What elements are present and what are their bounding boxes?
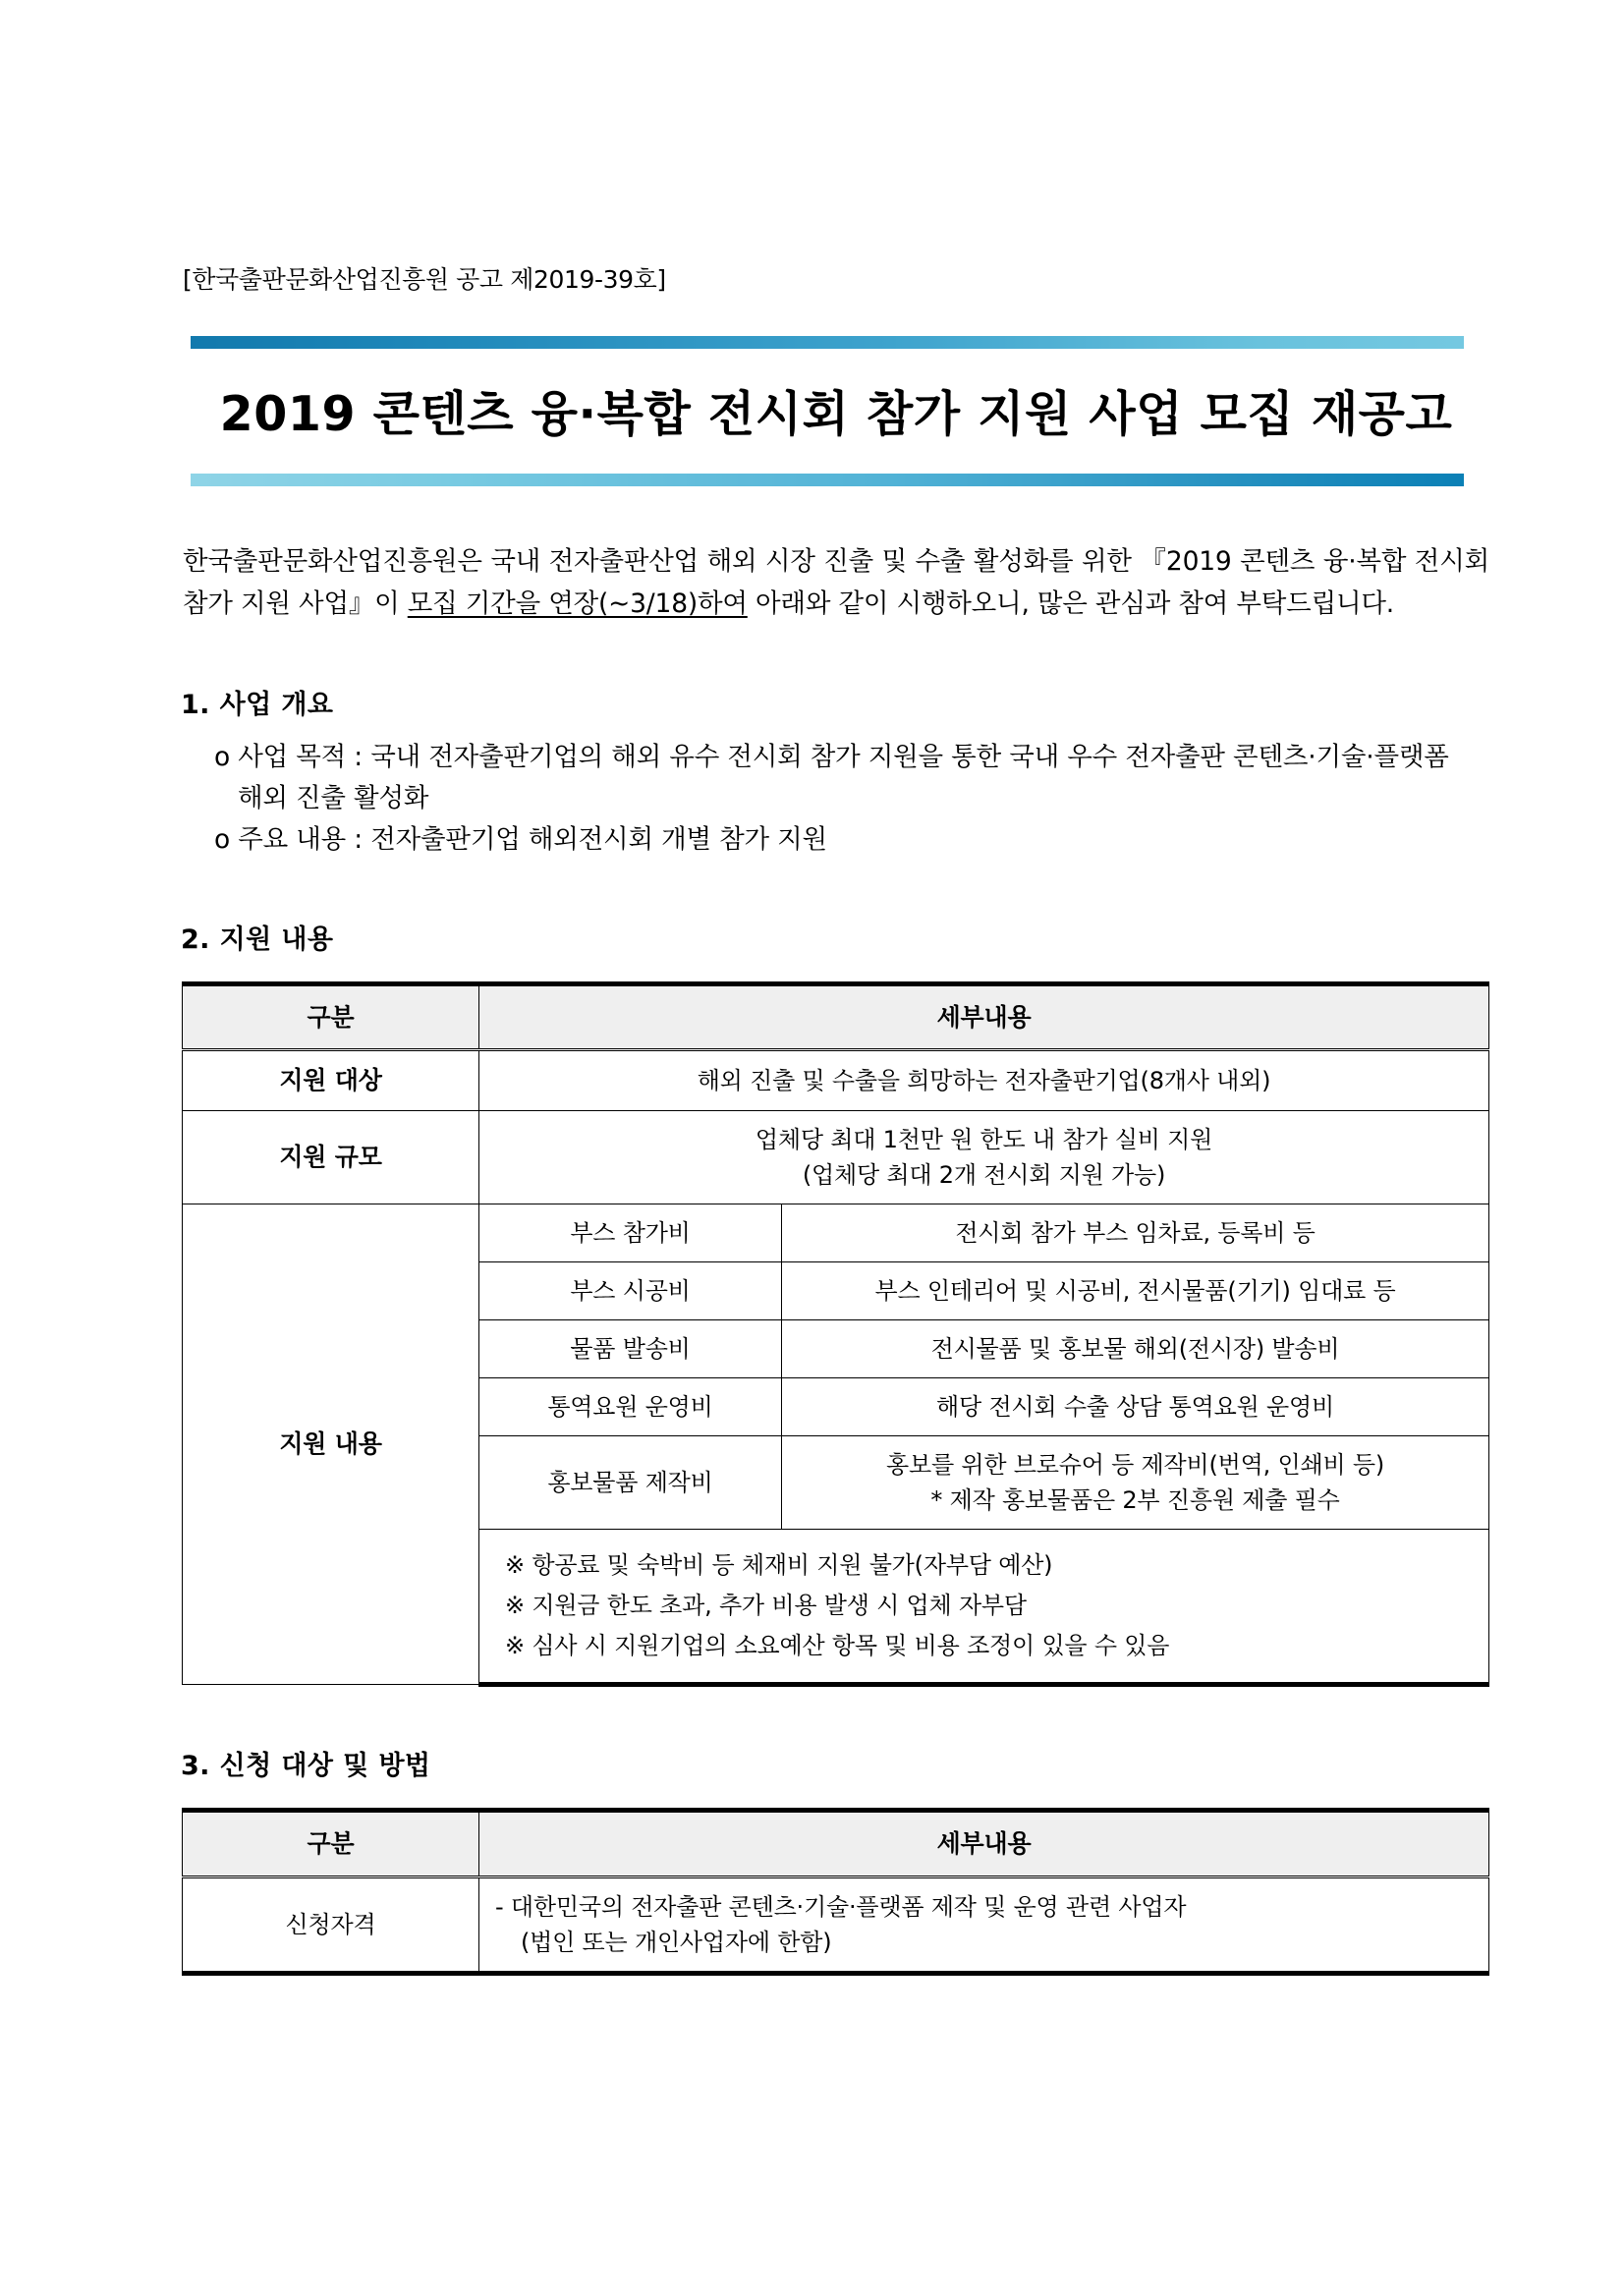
support-item-detail: 전시회 참가 부스 임차료, 등록비 등 xyxy=(782,1204,1489,1261)
table-header-row xyxy=(183,1811,1489,1877)
scale-line-1: 업체당 최대 1천만 원 한도 내 참가 실비 지원 xyxy=(755,1125,1213,1153)
notes-cell xyxy=(479,1529,1489,1685)
support-content-table xyxy=(182,981,1489,1688)
title-rule-top xyxy=(191,336,1464,349)
table-row xyxy=(183,1876,1489,1973)
column-header-category: 구분 xyxy=(183,1811,479,1877)
support-item-name: 부스 참가비 xyxy=(479,1204,782,1261)
section-1-heading: 1. 사업 개요 xyxy=(181,690,334,721)
promo-detail-line-2: * 제작 홍보물품은 2부 진흥원 제출 필수 xyxy=(930,1485,1340,1514)
promo-detail-line-1: 홍보를 위한 브로슈어 등 제작비(번역, 인쇄비 등) xyxy=(885,1450,1385,1479)
support-item-detail: 부스 인테리어 및 시공비, 전시물품(기기) 임대료 등 xyxy=(782,1261,1489,1319)
intro-underlined: 모집 기간을 연장(~3/18)하여 xyxy=(407,588,748,620)
title-block xyxy=(183,336,1489,486)
application-table xyxy=(182,1808,1489,1976)
table-row xyxy=(183,1204,1489,1261)
section-2-table-wrap xyxy=(182,981,1489,1688)
support-item-detail xyxy=(782,1435,1489,1529)
row-value-qualification xyxy=(479,1876,1489,1973)
support-item-name: 물품 발송비 xyxy=(479,1319,782,1377)
list-item: o 주요 내용 : 전자출판기업 해외전시회 개별 참가 지원 xyxy=(214,823,827,855)
row-value-scale xyxy=(479,1110,1489,1204)
qualification-line-1: - 대한민국의 전자출판 콘텐츠·기술·플랫폼 제작 및 운영 관련 사업자 xyxy=(495,1892,1187,1921)
table-header-row xyxy=(183,983,1489,1050)
section-2-heading: 2. 지원 내용 xyxy=(181,924,334,955)
column-header-detail: 세부내용 xyxy=(479,983,1489,1050)
table-row xyxy=(183,1110,1489,1204)
table-row xyxy=(183,1050,1489,1111)
note-item: ※ 항공료 및 숙박비 등 체재비 지원 불가(자부담 예산) xyxy=(505,1550,1053,1579)
column-header-detail: 세부내용 xyxy=(479,1811,1489,1877)
note-item: ※ 지원금 한도 초과, 추가 비용 발생 시 업체 자부담 xyxy=(505,1591,1027,1619)
support-item-detail: 전시물품 및 홍보물 해외(전시장) 발송비 xyxy=(782,1319,1489,1377)
row-value-target: 해외 진출 및 수출을 희망하는 전자출판기업(8개사 내외) xyxy=(479,1050,1489,1111)
section-1-bullets xyxy=(214,737,1489,861)
intro-part2: 아래와 같이 시행하오니, 많은 관심과 참여 부탁드립니다. xyxy=(747,588,1394,620)
row-label-qualification: 신청자격 xyxy=(183,1876,479,1973)
row-label-target: 지원 대상 xyxy=(183,1050,479,1111)
intro-paragraph xyxy=(183,541,1489,626)
support-item-detail: 해당 전시회 수출 상담 통역요원 운영비 xyxy=(782,1377,1489,1435)
support-item-name: 홍보물품 제작비 xyxy=(479,1435,782,1529)
support-item-name: 부스 시공비 xyxy=(479,1261,782,1319)
page-title: 2019 콘텐츠 융·복합 전시회 참가 지원 사업 모집 재공고 xyxy=(219,386,1453,442)
intro-part1: 한국출판문화산업진흥원은 국내 전자출판산업 해외 시장 진출 및 수출 활성화를 위한 『2019 콘텐츠 융·복합 전시회 참가 지원 사업』이 xyxy=(183,546,1489,620)
scale-line-2: (업체당 최대 2개 전시회 지원 가능) xyxy=(802,1160,1166,1189)
title-rule-bottom xyxy=(191,474,1464,486)
section-3-heading: 3. 신청 대상 및 방법 xyxy=(181,1751,431,1782)
list-item: o 사업 목적 : 국내 전자출판기업의 해외 유수 전시회 참가 지원을 통한 국내 우수 전자출판 콘텐츠·기술·플랫폼 해외 진출 활성화 xyxy=(214,742,1449,813)
qualification-line-2: (법인 또는 개인사업자에 한함) xyxy=(521,1928,832,1956)
document-content xyxy=(183,0,1489,1976)
section-3-table-wrap xyxy=(182,1808,1489,1976)
column-header-category: 구분 xyxy=(183,983,479,1050)
notice-number: [한국출판문화산업진흥원 공고 제2019-39호] xyxy=(183,265,666,294)
row-label-content: 지원 내용 xyxy=(183,1204,479,1685)
support-item-name: 통역요원 운영비 xyxy=(479,1377,782,1435)
row-label-scale: 지원 규모 xyxy=(183,1110,479,1204)
note-item: ※ 심사 시 지원기업의 소요예산 항목 및 비용 조정이 있을 수 있음 xyxy=(505,1632,1170,1660)
